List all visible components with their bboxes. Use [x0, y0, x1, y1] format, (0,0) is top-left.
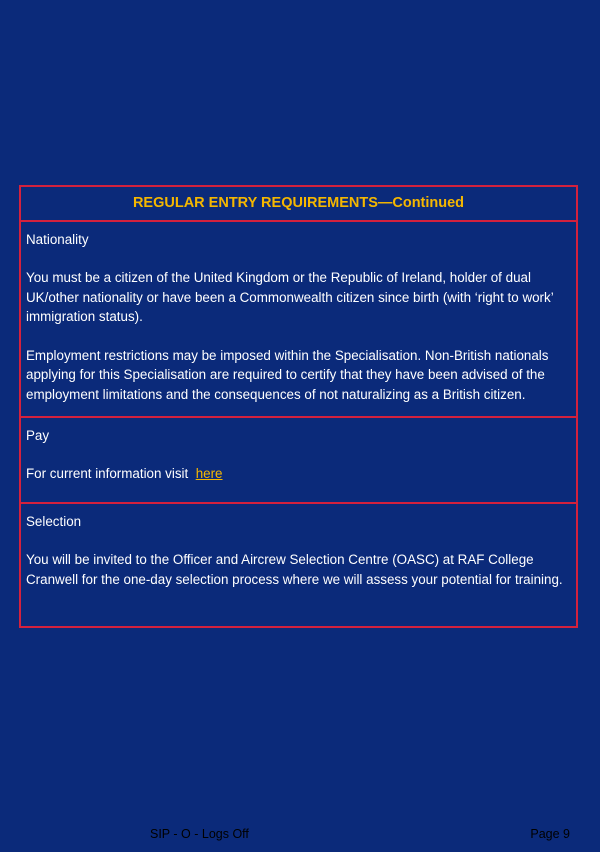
pay-text: For current information visit: [26, 466, 189, 481]
nationality-title: Nationality: [26, 231, 89, 247]
table-header: REGULAR ENTRY REQUIREMENTS—Continued: [132, 195, 465, 211]
nationality-section: [21, 220, 576, 416]
selection-text: You will be invited to the Officer and Aircrew Selection Centre (OASC) at RAF College Cranwell for the one-day selection process where we will assess your potential for training.: [26, 552, 563, 587]
pay-section: [21, 416, 576, 502]
footer-document-title: SIP - O - Logs Off: [150, 827, 249, 841]
pay-title: Pay: [26, 427, 50, 443]
pay-text-line: [26, 464, 571, 484]
footer-page-number: Page 9: [530, 827, 570, 841]
nationality-paragraph-1: You must be a citizen of the United Kingdom or the Republic of Ireland, holder of dual UK/other nationality or have been a Commonwealth citizen since birth (with ‘right to work’ immigration status).: [26, 270, 554, 324]
pay-here-link[interactable]: here: [195, 466, 223, 481]
selection-section: [21, 502, 576, 626]
requirements-table: [19, 185, 578, 628]
nationality-paragraph-2: Employment restrictions may be imposed within the Specialisation. Non-British nationals applying for this Specialisation are required to certify that they have been advised of the employment limitations and the consequences of not naturalizing as a British citizen.: [26, 347, 549, 402]
selection-title: Selection: [26, 513, 82, 529]
